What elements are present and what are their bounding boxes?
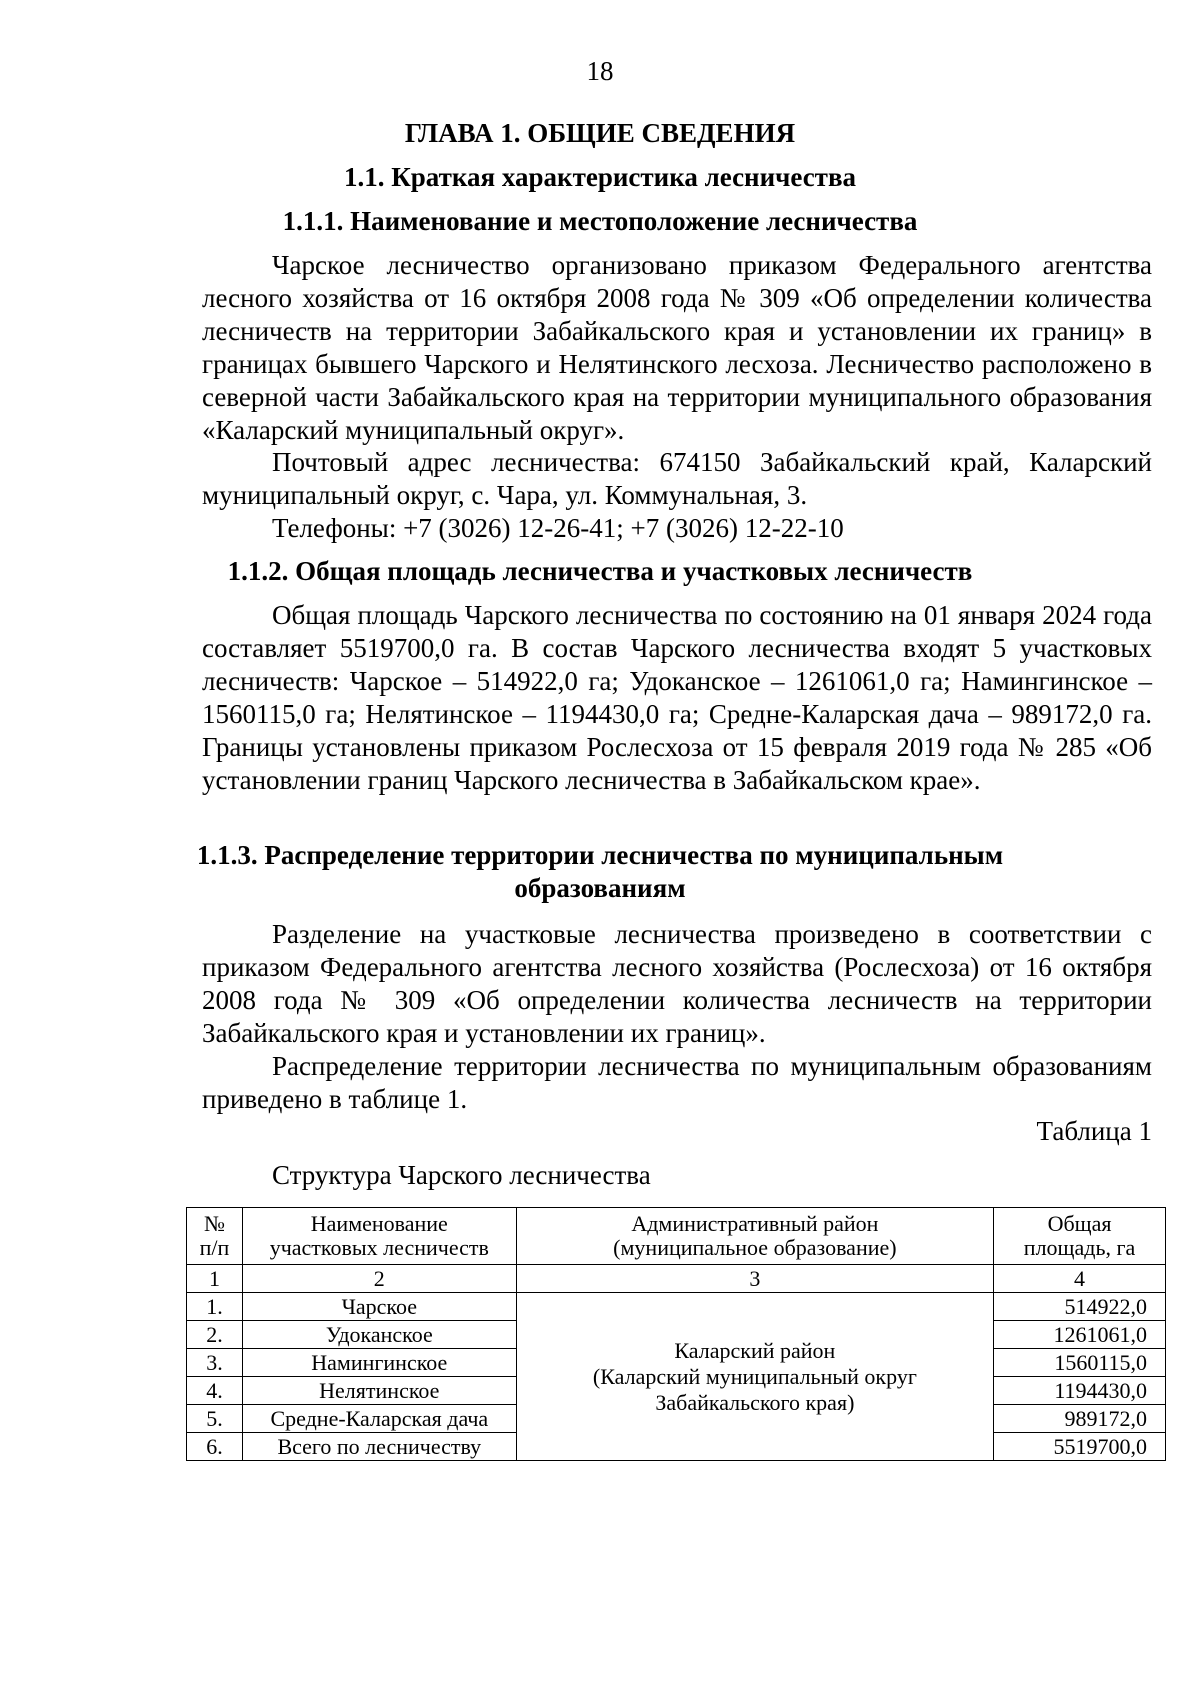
section-heading-1-1-2: 1.1.2. Общая площадь лесничества и участковых лесничеств <box>227 556 973 586</box>
row-number: 4. <box>187 1377 243 1405</box>
forestry-structure-table <box>186 1207 1166 1461</box>
row-name: Средне-Каларская дача <box>242 1405 516 1433</box>
header-number: № п/п <box>187 1208 243 1265</box>
section-heading-1-1: 1.1. Краткая характеристика лесничества <box>343 162 857 192</box>
table-header-row <box>187 1208 1166 1265</box>
row-area: 1194430,0 <box>994 1377 1166 1405</box>
row-area: 1560115,0 <box>994 1349 1166 1377</box>
paragraph-phones: Телефоны: +7 (3026) 12-26-41; +7 (3026) 12-22-10 <box>272 513 844 543</box>
row-name: Всего по лесничеству <box>242 1433 516 1461</box>
header-name: Наименование участковых лесничеств <box>242 1208 516 1265</box>
column-number: 3 <box>516 1265 993 1293</box>
paragraph-postal-address: Почтовый адрес лесничества: 674150 Забайкальский край, Каларский муниципальный округ, с. Чара, ул. Коммунальная, 3. <box>202 447 1152 510</box>
paragraph-distribution: Распределение территории лесничества по муниципальным образованиям приведено в таблице 1. <box>202 1051 1152 1114</box>
table-label: Таблица 1 <box>1036 1116 1152 1146</box>
row-number: 2. <box>187 1321 243 1349</box>
table-row <box>187 1293 1166 1321</box>
row-area: 514922,0 <box>994 1293 1166 1321</box>
header-district: Административный район (муниципальное образование) <box>516 1208 993 1265</box>
section-heading-1-1-1: 1.1.1. Наименование и местоположение лесничества <box>282 206 918 236</box>
row-number: 1. <box>187 1293 243 1321</box>
paragraph-total-area: Общая площадь Чарского лесничества по состоянию на 01 января 2024 года составляет 5519700,0 га. В состав Чарского лесничества входят 5 участковых лесничеств: Чарское – 514922,0 га; Удоканское – 1261061,0 га; Намингинское – 1560115,0 га; Нелятинское – 1194430,0 га; Средне-Каларская дача – 989172,0 га. Границы установлены приказом Рослесхоза от 15 февраля 2019 года № 285 «Об установлении границ Чарского лесничества в Забайкальском крае». <box>202 600 1152 795</box>
table-caption: Структура Чарского лесничества <box>272 1160 651 1190</box>
header-area: Общая площадь, га <box>994 1208 1166 1265</box>
row-number: 5. <box>187 1405 243 1433</box>
row-name: Нелятинское <box>242 1377 516 1405</box>
section-heading-1-1-3-line1: 1.1.3. Распределение территории лесничества по муниципальным <box>196 840 1004 870</box>
row-name: Удоканское <box>242 1321 516 1349</box>
row-number: 3. <box>187 1349 243 1377</box>
column-number: 4 <box>994 1265 1166 1293</box>
paragraph-division: Разделение на участковые лесничества произведено в соответствии с приказом Федерального агентства лесного хозяйства (Рослесхоза) от 16 октября 2008 года № 309 «Об определении количества лесничеств на территории Забайкальского края и установлении их границ». <box>202 919 1152 1048</box>
section-heading-1-1-3-line2: образованиям <box>514 873 686 903</box>
row-name: Намингинское <box>242 1349 516 1377</box>
column-number: 1 <box>187 1265 243 1293</box>
row-name: Чарское <box>242 1293 516 1321</box>
row-number: 6. <box>187 1433 243 1461</box>
district-cell: Каларский район (Каларский муниципальный округ Забайкальского края) <box>516 1293 993 1461</box>
row-area: 1261061,0 <box>994 1321 1166 1349</box>
page-number: 18 <box>586 56 614 86</box>
column-number: 2 <box>242 1265 516 1293</box>
row-area: 989172,0 <box>994 1405 1166 1433</box>
row-area: 5519700,0 <box>994 1433 1166 1461</box>
paragraph-location: Чарское лесничество организовано приказом Федерального агентства лесного хозяйства от 16 октября 2008 года № 309 «Об определении количества лесничеств на территории Забайкальского края и установлении их границ» в границах бывшего Чарского и Нелятинского лесхоза. Лесничество расположено в северной части Забайкальского края на территории муниципального образования «Каларский муниципальный округ». <box>202 250 1152 445</box>
chapter-title: ГЛАВА 1. ОБЩИЕ СВЕДЕНИЯ <box>404 118 796 148</box>
column-numbers-row <box>187 1265 1166 1293</box>
